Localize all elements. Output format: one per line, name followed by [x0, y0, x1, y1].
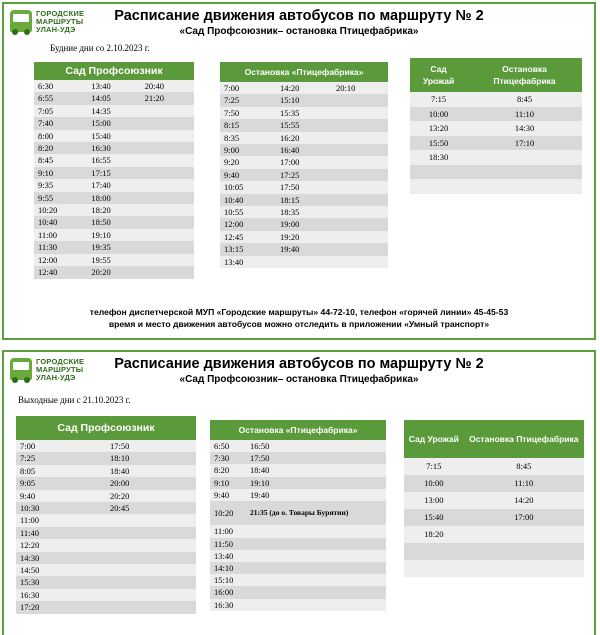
time-cell: 15:40	[87, 130, 140, 142]
table-row	[410, 136, 582, 151]
table-row	[16, 564, 196, 576]
table-row	[34, 254, 194, 266]
time-cell: 13:40	[87, 80, 140, 92]
table-row	[16, 527, 196, 539]
time-cell	[141, 105, 194, 117]
page-title: Расписание движения автобусов по маршруту № 2	[114, 8, 484, 24]
time-cell	[464, 543, 584, 560]
time-cell: 9:05	[16, 477, 106, 489]
time-cell: 14:05	[87, 92, 140, 104]
time-cell: 18:30	[410, 150, 467, 165]
table-header-ptitsefabrika: Остановка Птицефабрика	[464, 420, 584, 458]
table-row	[34, 130, 194, 142]
weekend-note: Выходные дни с 21.10.2023 г.	[18, 395, 131, 405]
time-cell	[332, 132, 388, 144]
time-cell: 11:10	[467, 107, 582, 122]
time-cell: 7:05	[34, 105, 87, 117]
time-cell: 6:50	[210, 440, 246, 452]
time-cell: 20:45	[106, 502, 196, 514]
table-row	[16, 440, 196, 452]
table-row	[220, 156, 388, 168]
table-row	[410, 179, 582, 194]
time-cell: 21:20	[141, 92, 194, 104]
time-cell	[332, 194, 388, 206]
time-cell	[332, 218, 388, 230]
time-cell: 18:35	[276, 206, 332, 218]
time-cell	[141, 266, 194, 278]
time-cell	[106, 601, 196, 613]
time-cell: 16:30	[87, 142, 140, 154]
weekday-sad-profsoyuznik-table	[34, 62, 194, 279]
time-cell: 16:20	[276, 132, 332, 144]
time-cell	[332, 144, 388, 156]
table-row	[220, 181, 388, 193]
time-cell: 21:35 (до о. Товары Бурятии)	[246, 501, 386, 525]
time-cell: 12:40	[34, 266, 87, 278]
time-cell: 11:10	[464, 475, 584, 492]
table-row	[210, 574, 386, 586]
time-cell: 8:20	[34, 142, 87, 154]
table-row	[220, 107, 388, 119]
time-cell: 16:30	[210, 599, 246, 611]
time-cell: 17:00	[276, 156, 332, 168]
table-row	[220, 231, 388, 243]
time-cell: 9:40	[220, 169, 276, 181]
time-cell	[141, 117, 194, 129]
table-row	[220, 256, 388, 268]
table-row	[16, 589, 196, 601]
time-cell: 16:30	[16, 589, 106, 601]
table-row	[16, 452, 196, 464]
time-cell	[141, 192, 194, 204]
time-cell: 8:35	[220, 132, 276, 144]
table-row	[210, 550, 386, 562]
time-cell: 8:20	[210, 464, 246, 476]
time-cell: 17:00	[464, 509, 584, 526]
table-row	[410, 165, 582, 180]
table-row	[210, 477, 386, 489]
time-cell: 7:50	[220, 107, 276, 119]
time-cell: 12:00	[34, 254, 87, 266]
table-row	[34, 154, 194, 166]
time-cell: 19:55	[87, 254, 140, 266]
time-cell: 11:30	[34, 241, 87, 253]
time-cell: 14:30	[467, 121, 582, 136]
time-cell: 19:10	[246, 477, 386, 489]
table-row	[220, 218, 388, 230]
time-cell: 18:20	[87, 204, 140, 216]
info-phone-line: телефон диспетчерской МУП «Городские маршруты» 44-72-10, телефон «горячей линии» 45-45-53	[89, 307, 509, 317]
time-cell: 9:55	[34, 192, 87, 204]
time-cell: 12:45	[220, 231, 276, 243]
time-cell: 18:20	[404, 526, 464, 543]
time-cell	[246, 525, 386, 537]
table-row	[210, 501, 386, 525]
table-row	[410, 150, 582, 165]
table-row	[410, 121, 582, 136]
time-cell: 16:50	[246, 440, 386, 452]
time-cell: 17:40	[87, 179, 140, 191]
time-cell: 10:40	[34, 216, 87, 228]
time-cell	[464, 526, 584, 543]
table-row	[404, 526, 584, 543]
time-cell: 15:35	[276, 107, 332, 119]
table-header: Сад Профсоюзник	[16, 416, 196, 440]
weekend-schedule-panel	[2, 350, 596, 635]
time-cell: 18:10	[106, 452, 196, 464]
time-cell: 14:20	[276, 82, 332, 94]
time-cell: 10:55	[220, 206, 276, 218]
time-cell: 10:00	[404, 475, 464, 492]
table-row	[210, 538, 386, 550]
time-cell: 13:00	[404, 492, 464, 509]
time-cell	[106, 514, 196, 526]
time-cell: 16:00	[210, 586, 246, 598]
time-cell: 17:10	[467, 136, 582, 151]
time-cell: 8:45	[34, 154, 87, 166]
time-cell	[141, 154, 194, 166]
time-cell	[141, 130, 194, 142]
weekend-sad-urozhay-table	[404, 420, 584, 577]
time-cell: 17:50	[276, 181, 332, 193]
weekend-ptitsefabrika-table	[210, 420, 386, 611]
table-row	[34, 92, 194, 104]
table-header-sad-urozhay: Сад Урожай	[404, 420, 464, 458]
table-row	[16, 465, 196, 477]
time-cell: 19:35	[87, 241, 140, 253]
time-cell	[141, 142, 194, 154]
table-header: Сад Профсоюзник	[34, 62, 194, 80]
time-cell: 15:10	[210, 574, 246, 586]
table-row	[34, 142, 194, 154]
time-cell	[246, 562, 386, 574]
table-row	[404, 458, 584, 475]
time-cell: 13:20	[410, 121, 467, 136]
time-cell: 18:40	[106, 465, 196, 477]
time-cell: 19:20	[276, 231, 332, 243]
table-row	[16, 477, 196, 489]
page-subtitle: «Сад Профсоюзник– остановка Птицефабрика»	[179, 374, 419, 385]
time-cell: 14:10	[210, 562, 246, 574]
table-row	[210, 562, 386, 574]
time-cell	[332, 231, 388, 243]
table-row	[16, 514, 196, 526]
time-cell	[106, 527, 196, 539]
time-cell: 6:55	[34, 92, 87, 104]
time-cell	[106, 576, 196, 588]
table-row	[404, 492, 584, 509]
time-cell	[106, 539, 196, 551]
logo-line-3: УЛАН-УДЭ	[36, 373, 76, 382]
time-cell: 8:00	[34, 130, 87, 142]
time-cell: 19:40	[276, 243, 332, 255]
time-cell	[141, 241, 194, 253]
time-cell: 14:20	[464, 492, 584, 509]
table-row	[16, 601, 196, 613]
time-cell: 8:45	[467, 92, 582, 107]
weekday-schedule-panel	[2, 2, 596, 340]
time-cell: 9:10	[210, 477, 246, 489]
time-cell: 8:15	[220, 119, 276, 131]
time-cell	[332, 243, 388, 255]
time-cell: 12:20	[16, 539, 106, 551]
time-cell: 8:05	[16, 465, 106, 477]
table-row	[34, 179, 194, 191]
time-cell: 7:25	[16, 452, 106, 464]
time-cell	[276, 256, 332, 268]
time-cell	[246, 586, 386, 598]
logo-line-2: МАРШРУТЫ	[36, 365, 84, 374]
table-row	[34, 117, 194, 129]
time-cell	[246, 550, 386, 562]
time-cell: 9:10	[34, 167, 87, 179]
time-cell: 18:50	[87, 216, 140, 228]
time-cell	[141, 179, 194, 191]
time-cell: 15:55	[276, 119, 332, 131]
logo-line-2: МАРШРУТЫ	[36, 17, 84, 26]
page-title: Расписание движения автобусов по маршруту № 2	[114, 356, 484, 372]
table-row	[220, 119, 388, 131]
time-cell	[141, 204, 194, 216]
time-cell	[106, 564, 196, 576]
table-row	[210, 599, 386, 611]
time-cell: 15:30	[16, 576, 106, 588]
table-row	[34, 241, 194, 253]
time-cell	[332, 181, 388, 193]
time-cell: 15:10	[276, 94, 332, 106]
table-header: Остановка «Птицефабрика»	[220, 62, 388, 82]
time-cell: 20:40	[141, 80, 194, 92]
time-cell: 11:40	[16, 527, 106, 539]
table-row	[34, 204, 194, 216]
time-cell: 9:00	[220, 144, 276, 156]
table-row	[16, 539, 196, 551]
time-cell: 11:00	[210, 525, 246, 537]
table-row	[34, 192, 194, 204]
table-row	[210, 586, 386, 598]
time-cell	[141, 254, 194, 266]
time-cell: 9:40	[16, 490, 106, 502]
time-cell: 12:00	[220, 218, 276, 230]
time-cell: 7:40	[34, 117, 87, 129]
time-cell	[467, 150, 582, 165]
time-cell: 14:50	[16, 564, 106, 576]
time-cell	[404, 543, 464, 560]
table-row	[34, 167, 194, 179]
time-cell: 11:00	[34, 229, 87, 241]
table-header-ptitsefabrika: Остановка Птицефабрика	[467, 58, 582, 92]
table-row	[210, 440, 386, 452]
time-cell: 7:15	[404, 458, 464, 475]
time-cell	[332, 119, 388, 131]
time-cell: 9:35	[34, 179, 87, 191]
time-cell	[141, 216, 194, 228]
table-row	[220, 169, 388, 181]
time-cell: 18:40	[246, 464, 386, 476]
table-row	[220, 82, 388, 94]
table-row	[220, 94, 388, 106]
time-cell: 18:00	[87, 192, 140, 204]
time-cell: 17:50	[106, 440, 196, 452]
table-row	[210, 525, 386, 537]
table-row	[16, 576, 196, 588]
time-cell: 15:00	[87, 117, 140, 129]
time-cell: 11:00	[16, 514, 106, 526]
time-cell	[464, 560, 584, 577]
time-cell	[410, 179, 467, 194]
weekday-ptitsefabrika-table	[220, 62, 388, 268]
time-cell: 14:35	[87, 105, 140, 117]
time-cell: 7:25	[220, 94, 276, 106]
time-cell: 10:00	[410, 107, 467, 122]
table-row	[404, 560, 584, 577]
info-app-line: время и место движения автобусов можно отследить в приложении «Умный транспорт»	[108, 319, 490, 329]
time-cell: 16:55	[87, 154, 140, 166]
table-row	[16, 552, 196, 564]
time-cell: 10:20	[34, 204, 87, 216]
time-cell: 7:00	[16, 440, 106, 452]
table-row	[16, 490, 196, 502]
weekend-sad-profsoyuznik-table	[16, 416, 196, 614]
table-header: Остановка «Птицефабрика»	[210, 420, 386, 440]
table-row	[210, 452, 386, 464]
table-row	[34, 216, 194, 228]
time-cell: 11:50	[210, 538, 246, 550]
time-cell	[246, 574, 386, 586]
table-row	[34, 105, 194, 117]
time-cell	[332, 206, 388, 218]
time-cell: 13:40	[210, 550, 246, 562]
info-text	[4, 306, 594, 330]
time-cell	[332, 169, 388, 181]
page-subtitle: «Сад Профсоюзник– остановка Птицефабрика»	[179, 26, 419, 37]
table-row	[220, 194, 388, 206]
time-cell	[106, 552, 196, 564]
table-header-sad-urozhay: Сад Урожай	[410, 58, 467, 92]
table-row	[210, 464, 386, 476]
time-cell	[332, 107, 388, 119]
table-row	[410, 107, 582, 122]
time-cell: 10:30	[16, 502, 106, 514]
table-row	[34, 266, 194, 278]
time-cell: 20:20	[106, 490, 196, 502]
table-row	[220, 206, 388, 218]
time-cell: 13:40	[220, 256, 276, 268]
table-row	[34, 80, 194, 92]
time-cell	[467, 165, 582, 180]
time-cell: 7:00	[220, 82, 276, 94]
time-cell: 16:40	[276, 144, 332, 156]
time-cell	[410, 165, 467, 180]
time-cell: 17:20	[16, 601, 106, 613]
time-cell: 6:30	[34, 80, 87, 92]
weekday-sad-urozhay-table	[410, 58, 582, 194]
time-cell	[106, 589, 196, 601]
time-cell: 7:30	[210, 452, 246, 464]
time-cell	[141, 229, 194, 241]
time-cell	[332, 156, 388, 168]
logo-line-1: ГОРОДСКИЕ	[36, 9, 85, 18]
time-cell	[332, 256, 388, 268]
time-cell: 17:50	[246, 452, 386, 464]
table-row	[34, 229, 194, 241]
time-cell: 19:00	[276, 218, 332, 230]
table-row	[220, 243, 388, 255]
table-row	[220, 132, 388, 144]
time-cell: 14:30	[16, 552, 106, 564]
logo-line-1: ГОРОДСКИЕ	[36, 357, 85, 366]
time-cell: 19:40	[246, 489, 386, 501]
time-cell	[332, 94, 388, 106]
time-cell	[404, 560, 464, 577]
time-cell	[246, 599, 386, 611]
time-cell: 8:45	[464, 458, 584, 475]
weekday-note: Будние дни со 2.10.2023 г.	[50, 43, 150, 53]
time-cell: 20:00	[106, 477, 196, 489]
table-row	[404, 509, 584, 526]
table-row	[404, 475, 584, 492]
time-cell	[467, 179, 582, 194]
time-cell: 17:25	[276, 169, 332, 181]
time-cell: 19:10	[87, 229, 140, 241]
time-cell: 18:15	[276, 194, 332, 206]
logo-line-3: УЛАН-УДЭ	[36, 25, 76, 34]
time-cell	[246, 538, 386, 550]
time-cell: 9:40	[210, 489, 246, 501]
table-row	[220, 144, 388, 156]
table-row	[410, 92, 582, 107]
table-row	[210, 489, 386, 501]
time-cell	[141, 167, 194, 179]
time-cell: 10:20	[210, 501, 246, 525]
time-cell: 17:15	[87, 167, 140, 179]
table-row	[404, 543, 584, 560]
time-cell: 20:10	[332, 82, 388, 94]
time-cell: 20:20	[87, 266, 140, 278]
time-cell: 15:50	[410, 136, 467, 151]
time-cell: 10:05	[220, 181, 276, 193]
table-row	[16, 502, 196, 514]
time-cell: 13:15	[220, 243, 276, 255]
time-cell: 7:15	[410, 92, 467, 107]
time-cell: 10:40	[220, 194, 276, 206]
time-cell: 15:40	[404, 509, 464, 526]
time-cell: 9:20	[220, 156, 276, 168]
